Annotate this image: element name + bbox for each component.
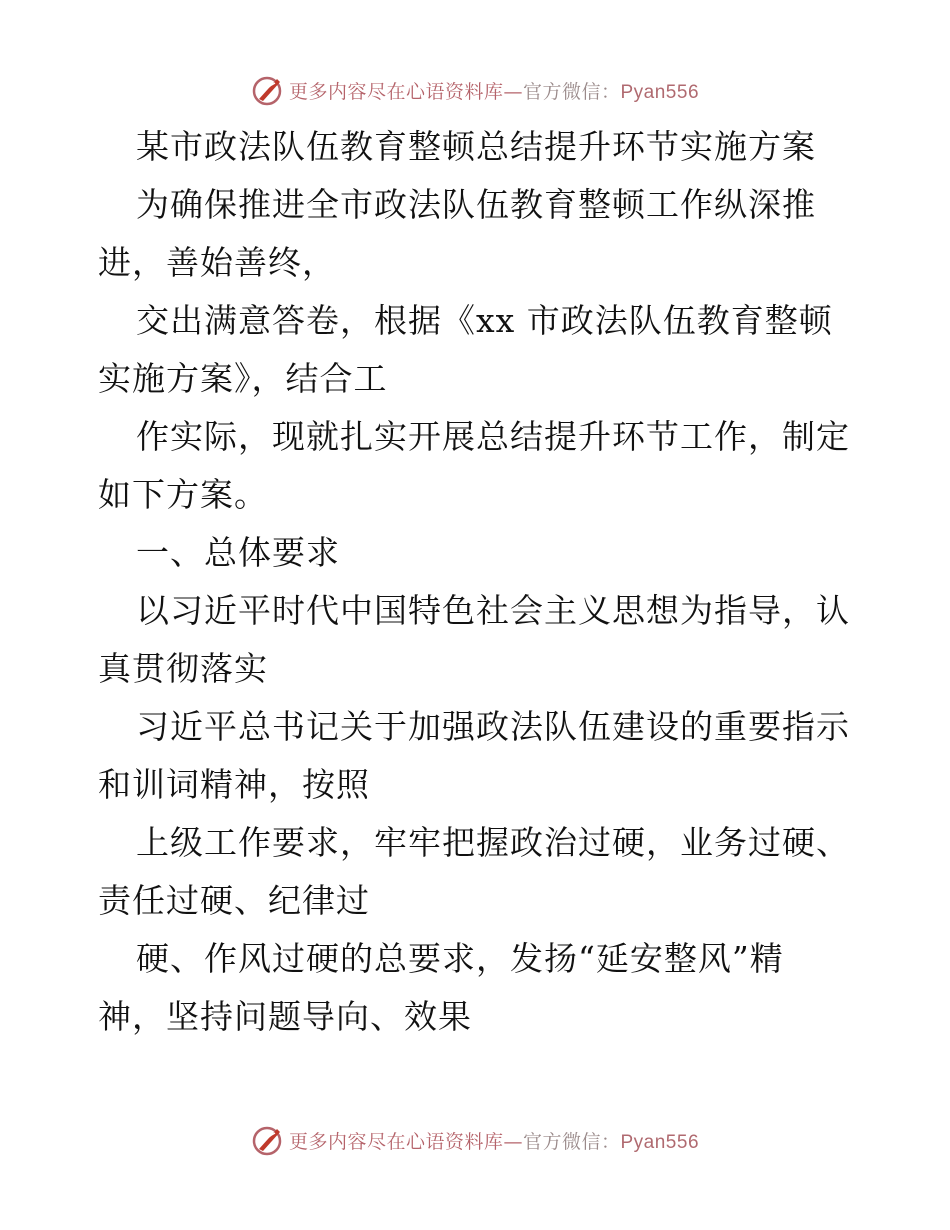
watermark-wechat-id: Pyan556 — [620, 81, 700, 103]
text-line: 上级工作要求，牢牢把握政治过硬，业务过硬、 — [136, 823, 850, 862]
text-line: 如下方案。 — [98, 475, 268, 514]
document-body — [98, 118, 868, 1046]
watermark-dash: — — [503, 1130, 523, 1153]
text-line: 一、总体要求 — [136, 533, 340, 572]
text-line: 进，善始善终， — [98, 243, 336, 282]
quill-logo-icon — [251, 1123, 285, 1157]
text-line: 为确保推进全市政法队伍教育整顿工作纵深推 — [136, 185, 816, 224]
text-line: 神，坚持问题导向、效果 — [98, 997, 472, 1036]
watermark-wechat-id: Pyan556 — [620, 1131, 700, 1153]
text-line: 交出满意答卷，根据《xx 市政法队伍教育整顿 — [136, 301, 833, 340]
text-line: 责任过硬、纪律过 — [98, 881, 370, 920]
watermark-dash: — — [503, 80, 523, 103]
footer-watermark — [0, 1120, 950, 1160]
text-line: 以习近平时代中国特色社会主义思想为指导，认 — [136, 591, 850, 630]
quill-logo-icon — [251, 73, 285, 107]
watermark-brand: 更多内容尽在心语资料库 — [288, 80, 504, 103]
text-line: 真贯彻落实 — [98, 649, 268, 688]
text-line: 实施方案》，结合工 — [98, 359, 388, 398]
text-line: 和训词精神，按照 — [98, 765, 370, 804]
watermark-wechat-label: 官方微信： — [522, 1130, 621, 1153]
text-line: 某市政法队伍教育整顿总结提升环节实施方案 — [136, 127, 816, 166]
text-line: 习近平总书记关于加强政法队伍建设的重要指示 — [136, 707, 850, 746]
watermark-brand: 更多内容尽在心语资料库 — [288, 1130, 504, 1153]
text-line: 作实际，现就扎实开展总结提升环节工作，制定 — [136, 417, 850, 456]
watermark-wechat-label: 官方微信： — [522, 80, 621, 103]
header-watermark — [0, 70, 950, 110]
text-line: 硬、作风过硬的总要求，发扬“延安整风”精 — [136, 939, 784, 978]
